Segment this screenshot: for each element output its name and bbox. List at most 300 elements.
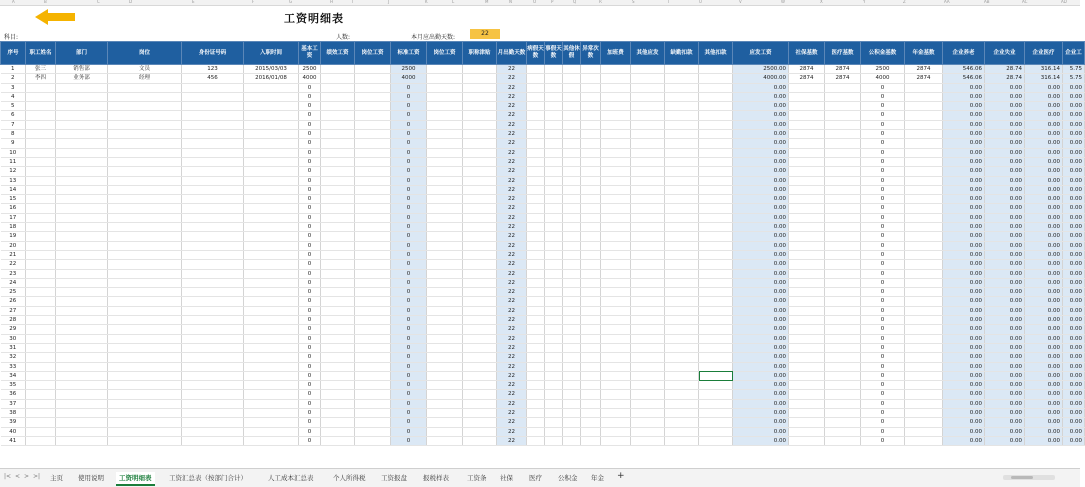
table-cell[interactable] bbox=[321, 427, 355, 436]
table-cell[interactable]: 0.00 bbox=[733, 343, 789, 352]
table-cell[interactable] bbox=[108, 111, 182, 120]
table-cell[interactable]: 0 bbox=[861, 223, 905, 232]
table-cell[interactable] bbox=[182, 436, 244, 445]
sheet-tab[interactable]: 使用说明 bbox=[78, 474, 104, 482]
table-row[interactable] bbox=[1, 139, 1085, 148]
table-cell[interactable] bbox=[182, 223, 244, 232]
table-cell[interactable]: 5.75 bbox=[1063, 65, 1085, 74]
table-cell[interactable]: 0 bbox=[391, 241, 427, 250]
table-cell[interactable] bbox=[545, 139, 563, 148]
table-cell[interactable] bbox=[244, 176, 299, 185]
table-cell[interactable]: 22 bbox=[497, 130, 527, 139]
table-cell[interactable] bbox=[244, 167, 299, 176]
table-cell[interactable]: 0 bbox=[299, 288, 321, 297]
table-cell[interactable] bbox=[789, 436, 825, 445]
table-cell[interactable]: 40 bbox=[1, 427, 26, 436]
table-cell[interactable]: 22 bbox=[497, 92, 527, 101]
table-row[interactable] bbox=[1, 83, 1085, 92]
table-cell[interactable] bbox=[905, 353, 943, 362]
table-cell[interactable] bbox=[244, 157, 299, 166]
table-cell[interactable]: 21 bbox=[1, 250, 26, 259]
table-cell[interactable]: 0.00 bbox=[985, 139, 1025, 148]
table-cell[interactable]: 22 bbox=[497, 399, 527, 408]
column-header[interactable]: 序号 bbox=[1, 42, 26, 65]
table-cell[interactable]: 4000 bbox=[299, 74, 321, 83]
table-cell[interactable] bbox=[563, 241, 581, 250]
table-cell[interactable]: 0 bbox=[861, 204, 905, 213]
table-cell[interactable]: 0.00 bbox=[1025, 139, 1063, 148]
table-cell[interactable]: 0 bbox=[861, 362, 905, 371]
table-cell[interactable]: 22 bbox=[497, 408, 527, 417]
table-cell[interactable] bbox=[545, 250, 563, 259]
table-cell[interactable] bbox=[789, 288, 825, 297]
table-cell[interactable]: 0.00 bbox=[1063, 102, 1085, 111]
table-cell[interactable]: 0 bbox=[391, 390, 427, 399]
table-cell[interactable]: 0.00 bbox=[943, 241, 985, 250]
column-letter[interactable]: R bbox=[599, 0, 602, 4]
table-cell[interactable] bbox=[321, 213, 355, 222]
table-cell[interactable] bbox=[463, 418, 497, 427]
column-letter[interactable]: M bbox=[485, 0, 489, 4]
table-cell[interactable]: 0.00 bbox=[1063, 408, 1085, 417]
table-cell[interactable] bbox=[26, 371, 56, 380]
table-cell[interactable] bbox=[56, 306, 108, 315]
table-cell[interactable] bbox=[581, 120, 601, 129]
table-cell[interactable]: 0.00 bbox=[985, 120, 1025, 129]
table-cell[interactable]: 9 bbox=[1, 139, 26, 148]
table-cell[interactable] bbox=[427, 74, 463, 83]
table-cell[interactable] bbox=[825, 232, 861, 241]
table-cell[interactable] bbox=[665, 120, 699, 129]
table-cell[interactable]: 0.00 bbox=[943, 92, 985, 101]
table-cell[interactable] bbox=[355, 278, 391, 287]
table-cell[interactable] bbox=[545, 102, 563, 111]
table-cell[interactable] bbox=[355, 167, 391, 176]
table-cell[interactable] bbox=[463, 381, 497, 390]
table-cell[interactable] bbox=[527, 204, 545, 213]
table-cell[interactable]: 0 bbox=[299, 185, 321, 194]
table-cell[interactable]: 0.00 bbox=[1063, 223, 1085, 232]
table-cell[interactable] bbox=[182, 390, 244, 399]
table-cell[interactable] bbox=[789, 120, 825, 129]
table-cell[interactable] bbox=[563, 157, 581, 166]
column-header[interactable]: 应发工资 bbox=[733, 42, 789, 65]
table-cell[interactable] bbox=[789, 381, 825, 390]
table-cell[interactable] bbox=[545, 362, 563, 371]
table-cell[interactable] bbox=[699, 306, 733, 315]
table-cell[interactable] bbox=[631, 399, 665, 408]
table-cell[interactable] bbox=[355, 343, 391, 352]
table-cell[interactable] bbox=[665, 148, 699, 157]
table-cell[interactable] bbox=[244, 213, 299, 222]
table-cell[interactable] bbox=[631, 167, 665, 176]
table-cell[interactable] bbox=[244, 195, 299, 204]
table-cell[interactable]: 0.00 bbox=[943, 390, 985, 399]
table-row[interactable] bbox=[1, 408, 1085, 417]
table-cell[interactable] bbox=[56, 223, 108, 232]
table-cell[interactable] bbox=[545, 371, 563, 380]
table-cell[interactable] bbox=[581, 353, 601, 362]
table-cell[interactable] bbox=[905, 343, 943, 352]
table-cell[interactable] bbox=[563, 316, 581, 325]
table-cell[interactable] bbox=[601, 436, 631, 445]
table-cell[interactable] bbox=[355, 241, 391, 250]
table-cell[interactable]: 32 bbox=[1, 353, 26, 362]
sheet-tab[interactable]: 年金 bbox=[591, 474, 604, 482]
table-cell[interactable] bbox=[665, 427, 699, 436]
table-cell[interactable]: 0 bbox=[299, 213, 321, 222]
table-cell[interactable] bbox=[699, 204, 733, 213]
table-cell[interactable] bbox=[631, 102, 665, 111]
table-cell[interactable] bbox=[527, 148, 545, 157]
table-cell[interactable] bbox=[321, 223, 355, 232]
table-cell[interactable]: 0.00 bbox=[1025, 260, 1063, 269]
table-cell[interactable] bbox=[545, 111, 563, 120]
table-cell[interactable] bbox=[545, 278, 563, 287]
table-cell[interactable] bbox=[427, 325, 463, 334]
table-cell[interactable]: 0 bbox=[299, 325, 321, 334]
table-cell[interactable] bbox=[545, 65, 563, 74]
table-cell[interactable] bbox=[665, 390, 699, 399]
table-cell[interactable]: 0.00 bbox=[1025, 325, 1063, 334]
table-cell[interactable] bbox=[427, 381, 463, 390]
table-cell[interactable] bbox=[56, 427, 108, 436]
table-cell[interactable]: 0 bbox=[861, 418, 905, 427]
table-cell[interactable] bbox=[631, 176, 665, 185]
table-cell[interactable] bbox=[545, 297, 563, 306]
table-cell[interactable]: 0.00 bbox=[943, 436, 985, 445]
table-cell[interactable]: 30 bbox=[1, 334, 26, 343]
table-cell[interactable] bbox=[665, 167, 699, 176]
table-cell[interactable] bbox=[665, 269, 699, 278]
table-cell[interactable]: 0 bbox=[391, 408, 427, 417]
table-cell[interactable] bbox=[244, 250, 299, 259]
table-cell[interactable] bbox=[355, 316, 391, 325]
table-cell[interactable] bbox=[463, 362, 497, 371]
table-cell[interactable]: 0 bbox=[861, 343, 905, 352]
table-cell[interactable] bbox=[244, 139, 299, 148]
table-row[interactable] bbox=[1, 316, 1085, 325]
table-cell[interactable] bbox=[789, 306, 825, 315]
table-cell[interactable] bbox=[601, 408, 631, 417]
table-cell[interactable]: 0.00 bbox=[943, 120, 985, 129]
table-cell[interactable] bbox=[665, 232, 699, 241]
table-cell[interactable] bbox=[789, 260, 825, 269]
table-cell[interactable] bbox=[665, 241, 699, 250]
table-cell[interactable] bbox=[789, 399, 825, 408]
table-cell[interactable] bbox=[631, 74, 665, 83]
table-cell[interactable] bbox=[321, 139, 355, 148]
table-cell[interactable]: 0 bbox=[391, 148, 427, 157]
table-cell[interactable] bbox=[427, 343, 463, 352]
table-cell[interactable] bbox=[601, 223, 631, 232]
table-cell[interactable]: 0 bbox=[861, 278, 905, 287]
table-cell[interactable]: 0.00 bbox=[943, 269, 985, 278]
table-cell[interactable] bbox=[463, 353, 497, 362]
table-cell[interactable] bbox=[905, 232, 943, 241]
table-cell[interactable]: 0 bbox=[861, 250, 905, 259]
table-cell[interactable] bbox=[527, 362, 545, 371]
table-cell[interactable] bbox=[905, 148, 943, 157]
table-cell[interactable] bbox=[631, 316, 665, 325]
table-cell[interactable] bbox=[56, 83, 108, 92]
table-cell[interactable]: 22 bbox=[497, 316, 527, 325]
table-cell[interactable]: 10 bbox=[1, 148, 26, 157]
table-cell[interactable] bbox=[545, 306, 563, 315]
table-cell[interactable]: 0.00 bbox=[1025, 204, 1063, 213]
table-cell[interactable]: 22 bbox=[497, 334, 527, 343]
table-cell[interactable] bbox=[527, 334, 545, 343]
table-row[interactable] bbox=[1, 148, 1085, 157]
table-cell[interactable] bbox=[545, 130, 563, 139]
column-letter[interactable]: AB bbox=[984, 0, 990, 4]
table-cell[interactable] bbox=[905, 297, 943, 306]
table-cell[interactable] bbox=[699, 297, 733, 306]
table-cell[interactable] bbox=[825, 306, 861, 315]
table-cell[interactable] bbox=[355, 399, 391, 408]
table-cell[interactable] bbox=[26, 250, 56, 259]
table-cell[interactable]: 0 bbox=[299, 371, 321, 380]
table-cell[interactable] bbox=[789, 130, 825, 139]
table-cell[interactable] bbox=[244, 120, 299, 129]
table-cell[interactable] bbox=[182, 269, 244, 278]
table-cell[interactable] bbox=[581, 399, 601, 408]
table-cell[interactable]: 0 bbox=[299, 399, 321, 408]
table-cell[interactable]: 0.00 bbox=[985, 306, 1025, 315]
table-cell[interactable] bbox=[355, 436, 391, 445]
table-cell[interactable]: 0 bbox=[299, 278, 321, 287]
table-cell[interactable] bbox=[545, 334, 563, 343]
table-cell[interactable]: 0.00 bbox=[943, 185, 985, 194]
table-cell[interactable]: 0 bbox=[391, 213, 427, 222]
table-cell[interactable] bbox=[56, 390, 108, 399]
table-cell[interactable] bbox=[527, 120, 545, 129]
table-cell[interactable]: 2015/03/03 bbox=[244, 65, 299, 74]
table-cell[interactable] bbox=[601, 334, 631, 343]
table-row[interactable] bbox=[1, 241, 1085, 250]
table-cell[interactable] bbox=[182, 232, 244, 241]
table-cell[interactable] bbox=[545, 427, 563, 436]
table-cell[interactable] bbox=[26, 176, 56, 185]
table-cell[interactable] bbox=[581, 436, 601, 445]
table-cell[interactable] bbox=[26, 381, 56, 390]
table-cell[interactable]: 0.00 bbox=[1063, 334, 1085, 343]
table-cell[interactable]: 0.00 bbox=[733, 250, 789, 259]
table-cell[interactable]: 0.00 bbox=[1063, 139, 1085, 148]
table-cell[interactable]: 6 bbox=[1, 111, 26, 120]
table-row[interactable] bbox=[1, 436, 1085, 445]
table-cell[interactable] bbox=[355, 195, 391, 204]
table-cell[interactable]: 546.06 bbox=[943, 74, 985, 83]
table-cell[interactable] bbox=[244, 408, 299, 417]
table-cell[interactable]: 0 bbox=[861, 427, 905, 436]
table-cell[interactable] bbox=[244, 306, 299, 315]
table-cell[interactable] bbox=[182, 306, 244, 315]
table-cell[interactable]: 2500.00 bbox=[733, 65, 789, 74]
table-cell[interactable] bbox=[581, 185, 601, 194]
table-cell[interactable] bbox=[427, 362, 463, 371]
table-cell[interactable] bbox=[581, 223, 601, 232]
table-cell[interactable] bbox=[108, 241, 182, 250]
table-row[interactable] bbox=[1, 232, 1085, 241]
table-cell[interactable] bbox=[825, 204, 861, 213]
table-cell[interactable]: 0.00 bbox=[1025, 241, 1063, 250]
table-cell[interactable] bbox=[427, 120, 463, 129]
column-header[interactable]: 标准工资 bbox=[391, 42, 427, 65]
table-row[interactable] bbox=[1, 130, 1085, 139]
table-cell[interactable] bbox=[825, 157, 861, 166]
table-cell[interactable] bbox=[427, 418, 463, 427]
table-cell[interactable] bbox=[182, 325, 244, 334]
column-header[interactable]: 绩效工资 bbox=[321, 42, 355, 65]
sheet-tab[interactable]: 个人所得税 bbox=[333, 474, 366, 482]
table-cell[interactable] bbox=[601, 74, 631, 83]
table-row[interactable] bbox=[1, 390, 1085, 399]
table-cell[interactable]: 0 bbox=[299, 427, 321, 436]
table-cell[interactable]: 0 bbox=[861, 325, 905, 334]
table-cell[interactable] bbox=[182, 399, 244, 408]
table-cell[interactable] bbox=[463, 371, 497, 380]
table-cell[interactable] bbox=[601, 390, 631, 399]
table-cell[interactable]: 0 bbox=[299, 167, 321, 176]
table-cell[interactable] bbox=[463, 74, 497, 83]
table-cell[interactable]: 0.00 bbox=[985, 316, 1025, 325]
table-cell[interactable] bbox=[427, 250, 463, 259]
table-cell[interactable] bbox=[825, 436, 861, 445]
table-cell[interactable]: 0.00 bbox=[985, 418, 1025, 427]
table-cell[interactable] bbox=[699, 288, 733, 297]
table-cell[interactable] bbox=[699, 111, 733, 120]
table-cell[interactable] bbox=[321, 74, 355, 83]
table-cell[interactable] bbox=[26, 241, 56, 250]
column-letter[interactable]: J bbox=[388, 0, 390, 4]
table-cell[interactable] bbox=[108, 334, 182, 343]
table-cell[interactable] bbox=[581, 418, 601, 427]
table-cell[interactable]: 0.00 bbox=[943, 362, 985, 371]
table-cell[interactable]: 0.00 bbox=[733, 213, 789, 222]
table-cell[interactable] bbox=[108, 148, 182, 157]
table-row[interactable] bbox=[1, 362, 1085, 371]
table-cell[interactable] bbox=[182, 111, 244, 120]
table-cell[interactable] bbox=[545, 390, 563, 399]
table-cell[interactable]: 0 bbox=[861, 130, 905, 139]
table-cell[interactable]: 33 bbox=[1, 362, 26, 371]
column-letter[interactable]: Y bbox=[863, 0, 866, 4]
table-cell[interactable] bbox=[321, 316, 355, 325]
table-cell[interactable] bbox=[355, 139, 391, 148]
table-row[interactable] bbox=[1, 399, 1085, 408]
table-cell[interactable] bbox=[905, 390, 943, 399]
table-cell[interactable] bbox=[601, 111, 631, 120]
table-cell[interactable] bbox=[427, 399, 463, 408]
scrollbar-thumb[interactable] bbox=[1011, 476, 1033, 479]
table-cell[interactable]: 0.00 bbox=[1063, 427, 1085, 436]
table-cell[interactable]: 0 bbox=[391, 288, 427, 297]
table-cell[interactable]: 0.00 bbox=[985, 185, 1025, 194]
table-cell[interactable] bbox=[905, 241, 943, 250]
table-cell[interactable] bbox=[244, 418, 299, 427]
table-cell[interactable] bbox=[563, 223, 581, 232]
table-cell[interactable]: 0.00 bbox=[985, 241, 1025, 250]
table-cell[interactable] bbox=[527, 185, 545, 194]
table-cell[interactable] bbox=[825, 176, 861, 185]
table-cell[interactable] bbox=[789, 111, 825, 120]
table-cell[interactable] bbox=[427, 65, 463, 74]
table-cell[interactable] bbox=[545, 83, 563, 92]
table-cell[interactable] bbox=[108, 343, 182, 352]
table-cell[interactable] bbox=[427, 297, 463, 306]
table-cell[interactable]: 0.00 bbox=[733, 381, 789, 390]
table-cell[interactable]: 22 bbox=[497, 427, 527, 436]
table-row[interactable] bbox=[1, 353, 1085, 362]
table-cell[interactable]: 0 bbox=[299, 250, 321, 259]
table-cell[interactable] bbox=[427, 102, 463, 111]
table-cell[interactable]: 0.00 bbox=[1063, 120, 1085, 129]
table-cell[interactable] bbox=[56, 353, 108, 362]
table-cell[interactable] bbox=[825, 92, 861, 101]
table-cell[interactable] bbox=[563, 111, 581, 120]
table-cell[interactable] bbox=[699, 427, 733, 436]
table-cell[interactable] bbox=[789, 204, 825, 213]
table-cell[interactable] bbox=[463, 130, 497, 139]
table-cell[interactable] bbox=[545, 213, 563, 222]
table-cell[interactable]: 456 bbox=[182, 74, 244, 83]
table-cell[interactable] bbox=[665, 306, 699, 315]
table-cell[interactable] bbox=[545, 408, 563, 417]
table-cell[interactable] bbox=[631, 325, 665, 334]
table-cell[interactable] bbox=[825, 288, 861, 297]
table-cell[interactable] bbox=[463, 185, 497, 194]
table-cell[interactable] bbox=[699, 120, 733, 129]
table-cell[interactable]: 0.00 bbox=[733, 408, 789, 417]
table-cell[interactable]: 0.00 bbox=[985, 325, 1025, 334]
table-cell[interactable] bbox=[581, 204, 601, 213]
table-cell[interactable] bbox=[56, 288, 108, 297]
table-cell[interactable] bbox=[527, 241, 545, 250]
table-cell[interactable] bbox=[905, 185, 943, 194]
table-cell[interactable]: 0.00 bbox=[985, 176, 1025, 185]
column-header[interactable]: 岗位工资 bbox=[355, 42, 391, 65]
table-cell[interactable] bbox=[825, 399, 861, 408]
table-cell[interactable] bbox=[427, 306, 463, 315]
table-cell[interactable] bbox=[665, 139, 699, 148]
table-cell[interactable]: 0.00 bbox=[985, 157, 1025, 166]
table-cell[interactable] bbox=[244, 111, 299, 120]
table-cell[interactable] bbox=[355, 213, 391, 222]
table-cell[interactable] bbox=[182, 418, 244, 427]
table-cell[interactable]: 0.00 bbox=[733, 102, 789, 111]
table-cell[interactable] bbox=[631, 436, 665, 445]
table-row[interactable] bbox=[1, 74, 1085, 83]
table-cell[interactable]: 0 bbox=[861, 316, 905, 325]
table-cell[interactable] bbox=[699, 371, 733, 380]
table-cell[interactable]: 0.00 bbox=[943, 381, 985, 390]
table-cell[interactable]: 0.00 bbox=[985, 371, 1025, 380]
table-cell[interactable] bbox=[321, 353, 355, 362]
table-cell[interactable]: 39 bbox=[1, 418, 26, 427]
table-cell[interactable] bbox=[427, 427, 463, 436]
table-cell[interactable]: 0.00 bbox=[985, 260, 1025, 269]
table-cell[interactable]: 7 bbox=[1, 120, 26, 129]
table-cell[interactable] bbox=[26, 436, 56, 445]
table-cell[interactable]: 2874 bbox=[825, 65, 861, 74]
table-cell[interactable]: 0 bbox=[299, 269, 321, 278]
table-cell[interactable] bbox=[56, 139, 108, 148]
table-cell[interactable]: 0.00 bbox=[985, 408, 1025, 417]
table-cell[interactable]: 0.00 bbox=[733, 325, 789, 334]
table-cell[interactable]: 0.00 bbox=[985, 204, 1025, 213]
table-cell[interactable] bbox=[825, 408, 861, 417]
